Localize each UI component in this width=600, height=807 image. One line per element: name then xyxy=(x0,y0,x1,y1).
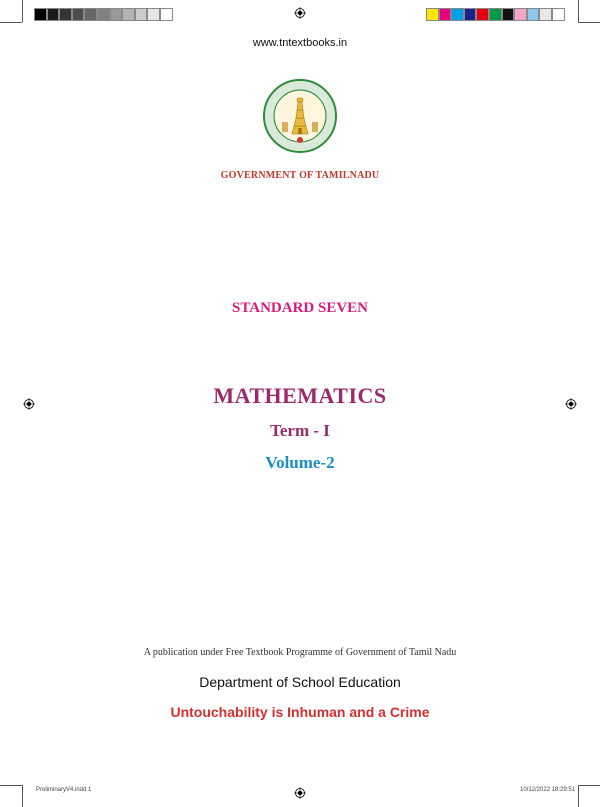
slug-filename: PreliminaryV4.indd 1 xyxy=(36,787,92,793)
slogan: Untouchability is Inhuman and a Crime xyxy=(170,704,430,720)
color-calibration-bar xyxy=(426,8,565,21)
trim-mark xyxy=(578,22,600,23)
calibration-swatch xyxy=(34,8,47,21)
department-name: Department of School Education xyxy=(199,674,401,690)
term-label: Term - I xyxy=(270,421,330,440)
trim-mark xyxy=(578,785,600,786)
standard-label: STANDARD SEVEN xyxy=(232,300,368,316)
website-url[interactable]: www.tntextbooks.in xyxy=(252,37,348,49)
trim-mark xyxy=(0,785,22,786)
calibration-swatch xyxy=(451,8,464,21)
volume-label: Volume-2 xyxy=(265,453,335,472)
calibration-swatch xyxy=(476,8,489,21)
government-title: GOVERNMENT OF TAMILNADU xyxy=(220,170,380,181)
subject-title: MATHEMATICS xyxy=(213,383,387,408)
calibration-swatch xyxy=(514,8,527,21)
calibration-swatch xyxy=(59,8,72,21)
calibration-swatch xyxy=(122,8,135,21)
calibration-swatch xyxy=(160,8,173,21)
tamilnadu-emblem-icon xyxy=(262,78,338,154)
calibration-swatch xyxy=(439,8,452,21)
calibration-swatch xyxy=(502,8,515,21)
calibration-swatch xyxy=(84,8,97,21)
calibration-swatch xyxy=(47,8,60,21)
slug-timestamp: 10/12/2022 18:29:51 xyxy=(520,787,576,793)
calibration-swatch xyxy=(527,8,540,21)
calibration-swatch xyxy=(97,8,110,21)
calibration-swatch xyxy=(110,8,123,21)
calibration-swatch xyxy=(135,8,148,21)
calibration-swatch xyxy=(552,8,565,21)
trim-mark xyxy=(22,785,23,807)
calibration-swatch xyxy=(489,8,502,21)
calibration-swatch xyxy=(147,8,160,21)
publication-note: A publication under Free Textbook Programme of Government of Tamil Nadu xyxy=(143,647,457,658)
registration-mark-icon xyxy=(294,787,306,799)
calibration-swatch xyxy=(539,8,552,21)
calibration-swatch xyxy=(464,8,477,21)
trim-mark xyxy=(578,0,579,22)
calibration-swatch xyxy=(72,8,85,21)
registration-mark-icon xyxy=(294,7,306,19)
trim-mark xyxy=(22,0,23,22)
trim-mark xyxy=(578,785,579,807)
calibration-swatch xyxy=(426,8,439,21)
trim-mark xyxy=(0,22,22,23)
gray-calibration-bar xyxy=(34,8,173,21)
